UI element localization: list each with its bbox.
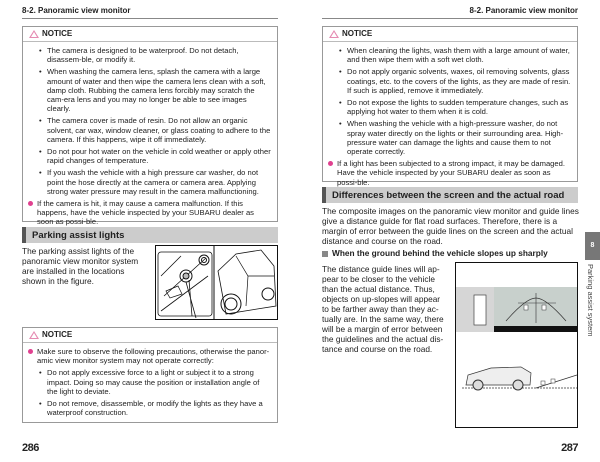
slope-illustration [456,263,577,427]
notice-bullet: • If you wash the vehicle with a high pressure car washer, do not point the hose directly at the camera or camera area. Applying strong water pressure may result in the camera malfunctioning. [29,168,271,196]
subheading [322,249,582,258]
notice-point: If a light has been subjected to a strong impact, it may be damaged. Have the vehicle inspected by your SUBARU dealer as soon as possi-ble. [329,159,571,187]
parking-lights-illustration [156,246,277,319]
notice-point: Make sure to observe the following precautions, otherwise the panor-amic view monitor system may not operate correctly: [29,347,271,365]
notice-bullet: • Do not apply excessive force to a light or subject it to a strong impact. Doing so may cause the position or installation angle of the light to deviate. [29,368,271,396]
page-number-left: 286 [22,442,39,454]
warning-icon [29,331,39,339]
notice-bullet: • The camera is designed to be waterproof. Do not detach, disassem-ble, or modify it. [29,46,271,64]
section-body: The composite images on the panoramic view monitor and guide lines give a distance guide for flat road surfaces. Therefore, there is a margin of error between the guide lines on the screen and the actual distance and course on the road. [322,206,579,246]
notice-bullet: • When cleaning the lights, wash them with a large amount of water, and then wipe them with a soft wet cloth. [329,46,571,64]
chapter-tab-label: Parking assist system [586,264,596,337]
notice-title: NOTICE [42,330,73,340]
notice-bullet: • Do not expose the lights to sudden temperature changes, such as applying hot water to them when it is cold. [329,98,571,116]
notice-bullet: • The camera cover is made of resin. Do not allow an organic solvent, car wax, window cleaner, or glass coating to adhere to the camera. If this happens, wipe it off immediately. [29,116,271,144]
notice-box-camera [22,26,278,227]
section-title-parking-assist-lights: Parking assist lights [22,227,278,243]
notice-bullet: • Do not apply organic solvents, waxes, oil removing solvents, glass coatings, etc. to the covers of the lights, as they are made of resin. If such is applied, remove it immediately. [329,67,571,95]
subheading-text: When the ground behind the vehicle slopes up sharply [332,248,548,258]
header-rule [22,18,278,19]
slope-figure [455,262,578,428]
warning-icon [29,30,39,38]
notice-bullet: • Do not pour hot water on the vehicle in cold weather or apply other rapid changes of temperature. [29,147,271,165]
notice-title: NOTICE [342,29,373,39]
notice-box-lights [22,327,278,423]
notice-box-light-cleaning [322,26,578,187]
warning-icon [329,30,339,38]
section-title-differences: Differences between the screen and the actual road [322,187,578,203]
notice-bullet: • When washing the vehicle with a high-pressure washer, do not spray water directly on the lights or their surrounding area. High-pressure water can damage the lights and cause them to not operate correctly. [329,119,571,156]
notice-point: If the camera is hit, it may cause a camera malfunction. If this happens, have the vehicle inspected by your SUBARU dealer as soon as possi-ble. [29,199,271,227]
notice-title: NOTICE [42,29,73,39]
subsection-body: The distance guide lines will ap-pear to be closer to the vehicle than the actual distance. Thus, objects on up-slopes will appear to be farther away than they ac-tually are. In the same way, there will be a margin of error between the guidelines and the actual dis-tance and course on the road. [322,264,444,354]
chapter-tab: 8 [585,232,600,260]
notice-bullet: • When washing the camera lens, splash the camera with a large amount of water and then wipe the camera lens clean with a soft, damp cloth. Rubbing the camera lens forcibly may scratch the cam-era lens and you may no longer be able to see images clearly. [29,67,271,113]
section-body: The parking assist lights of the panoramic view monitor system are installed in the locations shown in the figure. [22,246,139,286]
notice-bullet: • Do not remove, disassemble, or modify the lights as they have a waterproof construction. [29,399,271,417]
header-rule [322,18,578,19]
page-number-right: 287 [561,442,578,454]
right-header: 8-2. Panoramic view monitor [469,6,578,15]
left-header: 8-2. Panoramic view monitor [22,6,131,15]
parking-lights-figure [155,245,278,320]
square-bullet-icon [322,251,328,257]
